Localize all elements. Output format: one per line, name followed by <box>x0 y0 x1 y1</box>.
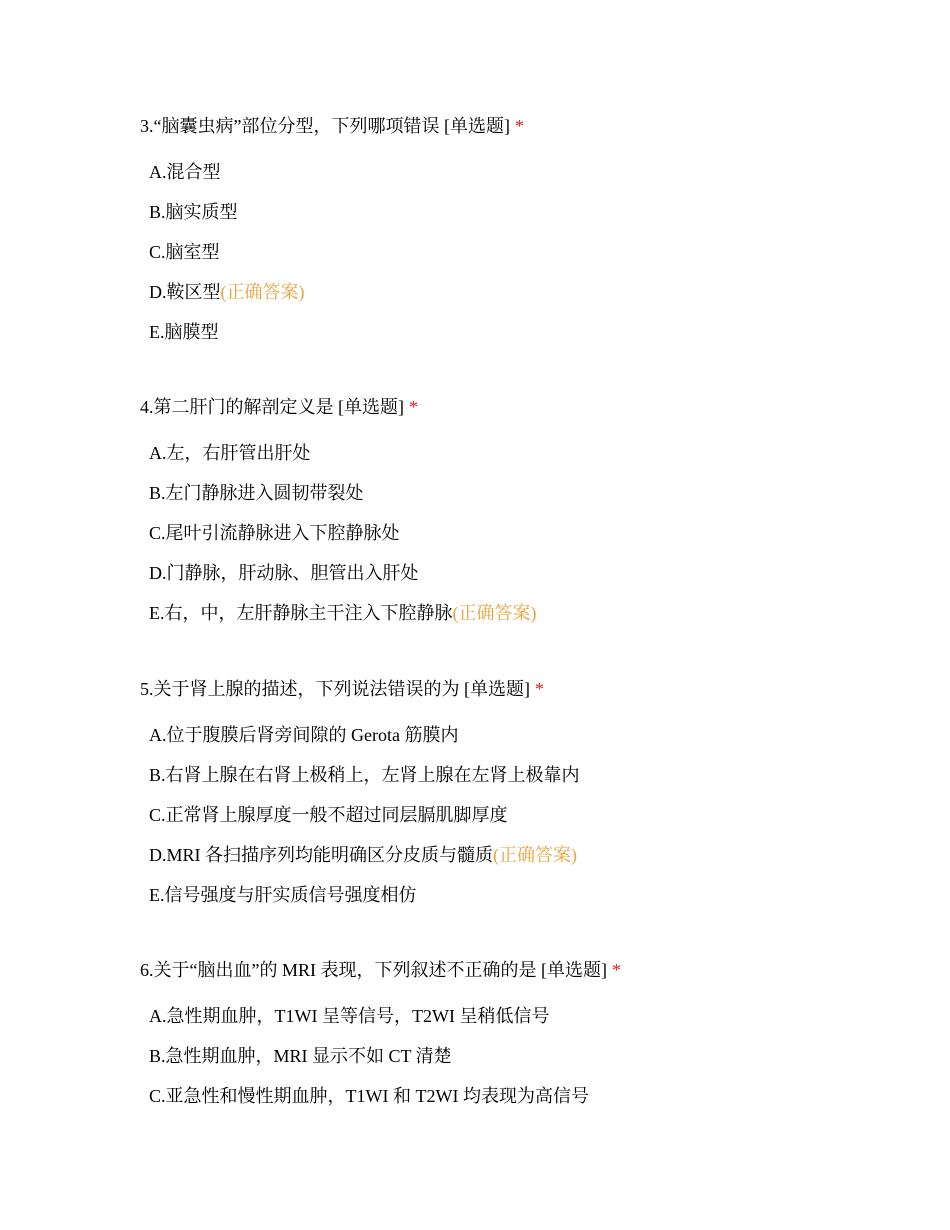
option-c <box>149 1084 900 1108</box>
option-label: A.左，右肝管出肝处 <box>149 443 311 463</box>
required-mark: * <box>611 960 621 980</box>
option-label: B.急性期血肿，MRI 显示不如 CT 清楚 <box>149 1046 452 1066</box>
question-title <box>140 677 900 701</box>
option-e <box>149 320 900 344</box>
question-3 <box>140 114 900 360</box>
option-c <box>149 521 900 545</box>
option-label: D.MRI 各扫描序列均能明确区分皮质与髓质 <box>149 845 494 865</box>
question-text: 5.关于肾上腺的描述，下列说法错误的为 [单选题] <box>140 679 530 699</box>
option-b <box>149 481 900 505</box>
correct-answer-note: (正确答案) <box>452 603 537 623</box>
option-d <box>149 843 900 867</box>
option-label: C.亚急性和慢性期血肿，T1WI 和 T2WI 均表现为高信号 <box>149 1086 589 1106</box>
option-b <box>149 763 900 787</box>
correct-answer-note: (正确答案) <box>493 845 578 865</box>
option-b <box>149 1044 900 1068</box>
option-label: B.右肾上腺在右肾上极稍上，左肾上腺在左肾上极靠内 <box>149 765 580 785</box>
option-label: D.门静脉，肝动脉、胆管出入肝处 <box>149 563 419 583</box>
question-title <box>140 395 900 419</box>
required-mark: * <box>535 679 544 699</box>
option-label: E.信号强度与肝实质信号强度相仿 <box>149 885 417 905</box>
option-d <box>149 561 900 585</box>
correct-answer-note: (正确答案) <box>220 282 305 302</box>
option-b <box>149 200 900 224</box>
option-c <box>149 240 900 264</box>
question-title <box>140 114 900 138</box>
question-6 <box>140 958 900 1124</box>
option-d <box>149 280 900 304</box>
option-label: E.脑膜型 <box>149 322 219 342</box>
question-title <box>140 958 900 982</box>
option-e <box>149 883 900 907</box>
option-list <box>140 723 900 907</box>
option-list <box>140 160 900 344</box>
option-label: B.脑实质型 <box>149 202 238 222</box>
question-text: 6.关于“脑出血”的 MRI 表现，下列叙述不正确的是 [单选题] <box>140 960 607 980</box>
required-mark: * <box>409 397 418 417</box>
option-a <box>149 1004 900 1028</box>
option-label: E.右，中，左肝静脉主干注入下腔静脉 <box>149 603 453 623</box>
question-4 <box>140 395 900 641</box>
question-text: 4.第二肝门的解剖定义是 [单选题] <box>140 397 404 417</box>
option-a <box>149 723 900 747</box>
option-label: D.鞍区型 <box>149 282 221 302</box>
option-label: C.尾叶引流静脉进入下腔静脉处 <box>149 523 400 543</box>
question-text: 3.“脑囊虫病”部位分型，下列哪项错误 [单选题] <box>140 116 510 136</box>
option-label: B.左门静脉进入圆韧带裂处 <box>149 483 364 503</box>
option-label: A.急性期血肿，T1WI 呈等信号，T2WI 呈稍低信号 <box>149 1006 550 1026</box>
question-5 <box>140 677 900 923</box>
option-label: C.正常肾上腺厚度一般不超过同层膈肌脚厚度 <box>149 805 508 825</box>
option-label: A.位于腹膜后肾旁间隙的 Gerota 筋膜内 <box>149 725 459 745</box>
option-a <box>149 441 900 465</box>
required-mark: * <box>514 116 524 136</box>
option-a <box>149 160 900 184</box>
option-label: C.脑室型 <box>149 242 220 262</box>
option-e <box>149 601 900 625</box>
option-label: A.混合型 <box>149 162 221 182</box>
option-c <box>149 803 900 827</box>
option-list <box>140 1004 900 1108</box>
option-list <box>140 441 900 625</box>
